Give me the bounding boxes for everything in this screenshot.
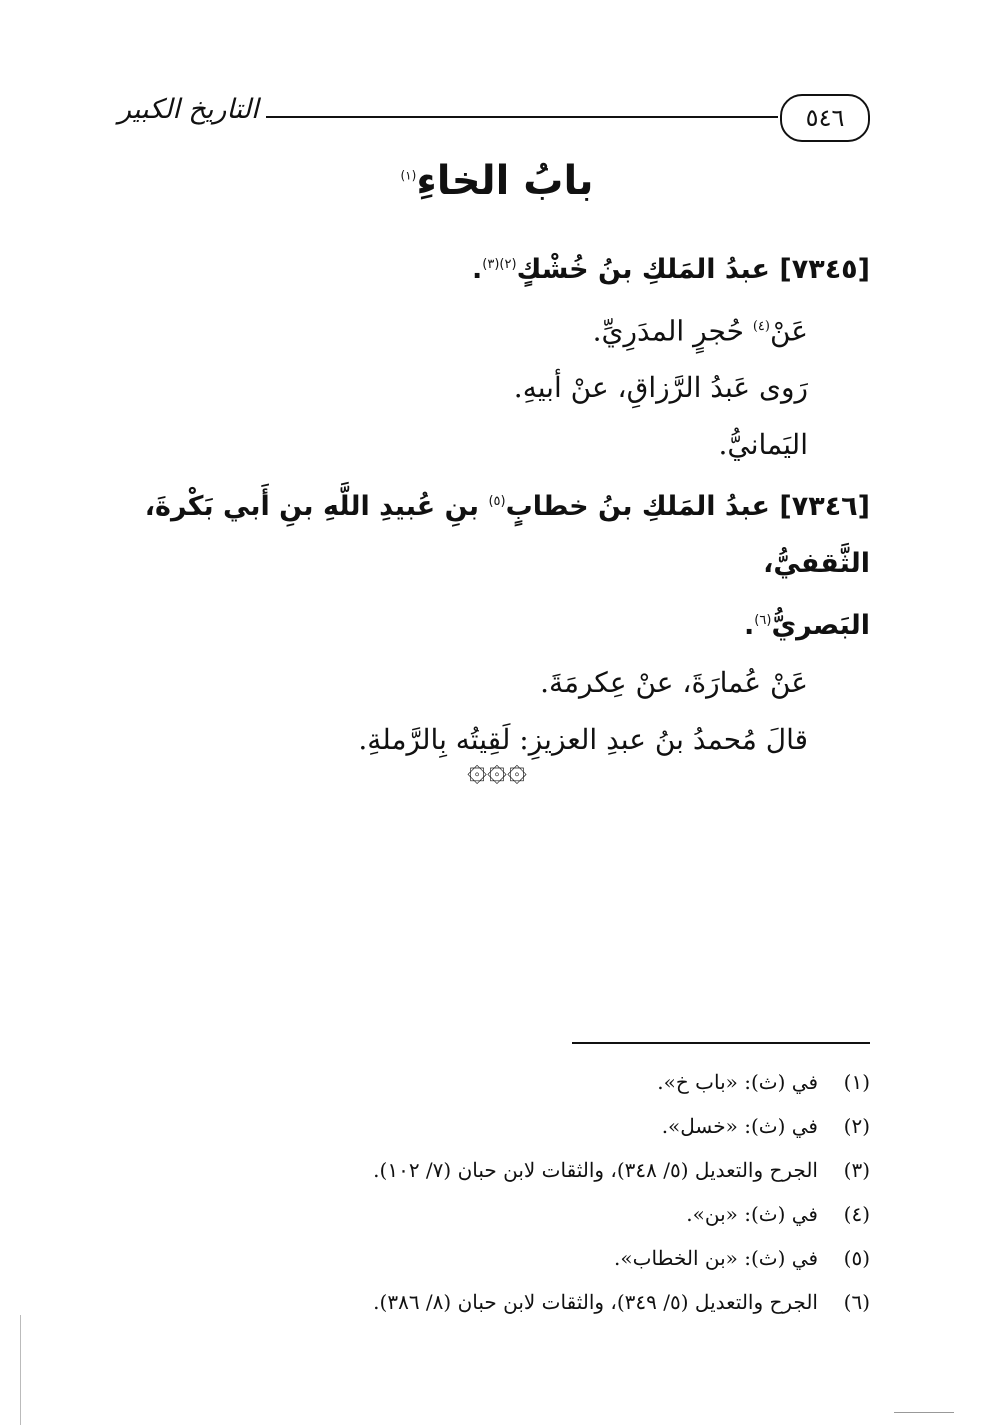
line-text: رَوى عَبدُ الرَّزاقِ، عنْ أبيهِ. bbox=[513, 371, 808, 405]
entry-line bbox=[118, 298, 870, 359]
line-text: قالَ مُحمدُ بنُ عبدِ العزيزِ: لَقِيتُه بِالرَّملةِ. bbox=[358, 723, 808, 757]
line-text: البَصريُّ bbox=[771, 610, 870, 642]
footnote-number: (٤) bbox=[843, 1202, 870, 1226]
page-number: ٥٤٦ bbox=[780, 94, 870, 142]
footnote-item bbox=[118, 1148, 870, 1192]
footnote-number: (١) bbox=[843, 1070, 870, 1094]
footnotes bbox=[118, 1060, 870, 1324]
footnote-item bbox=[118, 1060, 870, 1104]
footnote-number: (٣) bbox=[843, 1158, 870, 1182]
footnote-item bbox=[118, 1236, 870, 1280]
footnote-number: (٢) bbox=[843, 1114, 870, 1138]
header-rule bbox=[266, 116, 778, 118]
scan-margin-mark bbox=[20, 1315, 23, 1425]
line-end: . bbox=[472, 254, 483, 285]
footnote-text: في (ث): «باب خ». bbox=[657, 1070, 818, 1094]
entry-line bbox=[118, 592, 870, 654]
line-end: حُجرٍ المدَرِيِّ. bbox=[592, 314, 753, 348]
footnote-rule bbox=[572, 1042, 870, 1044]
line-end: بنِ عُبيدِ اللَّهِ بنِ أَبي بَكْرةَ، الثَّقفيُّ، bbox=[144, 491, 870, 580]
line-end: . bbox=[744, 610, 755, 642]
footnote-text: الجرح والتعديل (٥/ ٣٤٨)، والثقات لابن حبان (٧/ ١٠٢). bbox=[373, 1158, 818, 1182]
running-header bbox=[118, 88, 870, 148]
footnote-number: (٥) bbox=[843, 1246, 870, 1270]
chapter-title: بابُ الخاءِ bbox=[416, 158, 594, 204]
entry-line bbox=[118, 473, 870, 592]
footnote-item bbox=[118, 1280, 870, 1324]
entry-line bbox=[118, 416, 870, 473]
footnote-text: في (ث): «بن». bbox=[686, 1202, 818, 1226]
footnote-item bbox=[118, 1104, 870, 1148]
line-text: عَنْ bbox=[769, 314, 808, 348]
book-title: التاريخ الكبير bbox=[118, 94, 259, 125]
footnote-ref: (٦) bbox=[754, 613, 772, 629]
entries-body bbox=[118, 236, 870, 768]
entry-line bbox=[118, 236, 870, 298]
scan-corner-mark bbox=[894, 1412, 954, 1413]
entry-line bbox=[118, 359, 870, 416]
footnote-text: في (ث): «بن الخطاب». bbox=[614, 1246, 818, 1270]
chapter-footnote-ref: (١) bbox=[400, 168, 417, 183]
entry-line bbox=[118, 654, 870, 711]
line-text: [٧٣٤٥] عبدُ المَلكِ بنُ خُشْكٍ bbox=[516, 254, 870, 285]
section-ornaments: ۞۞۞ bbox=[467, 749, 527, 789]
line-text: عَنْ عُمارَةَ، عنْ عِكرمَةَ. bbox=[540, 666, 808, 700]
footnote-ref: (٢)(٣) bbox=[482, 257, 517, 272]
footnote-number: (٦) bbox=[843, 1290, 870, 1314]
footnote-text: الجرح والتعديل (٥/ ٣٤٩)، والثقات لابن حبان (٨/ ٣٨٦). bbox=[373, 1290, 818, 1314]
chapter-heading bbox=[0, 158, 994, 204]
footnote-ref: (٥) bbox=[488, 494, 506, 510]
footnote-ref: (٤) bbox=[752, 319, 770, 334]
footnote-text: في (ث): «خسل». bbox=[661, 1114, 818, 1138]
footnote-item bbox=[118, 1192, 870, 1236]
line-text: اليَمانيُّ. bbox=[718, 428, 808, 462]
line-text: [٧٣٤٦] عبدُ المَلكِ بنُ خطابٍ bbox=[505, 491, 870, 523]
